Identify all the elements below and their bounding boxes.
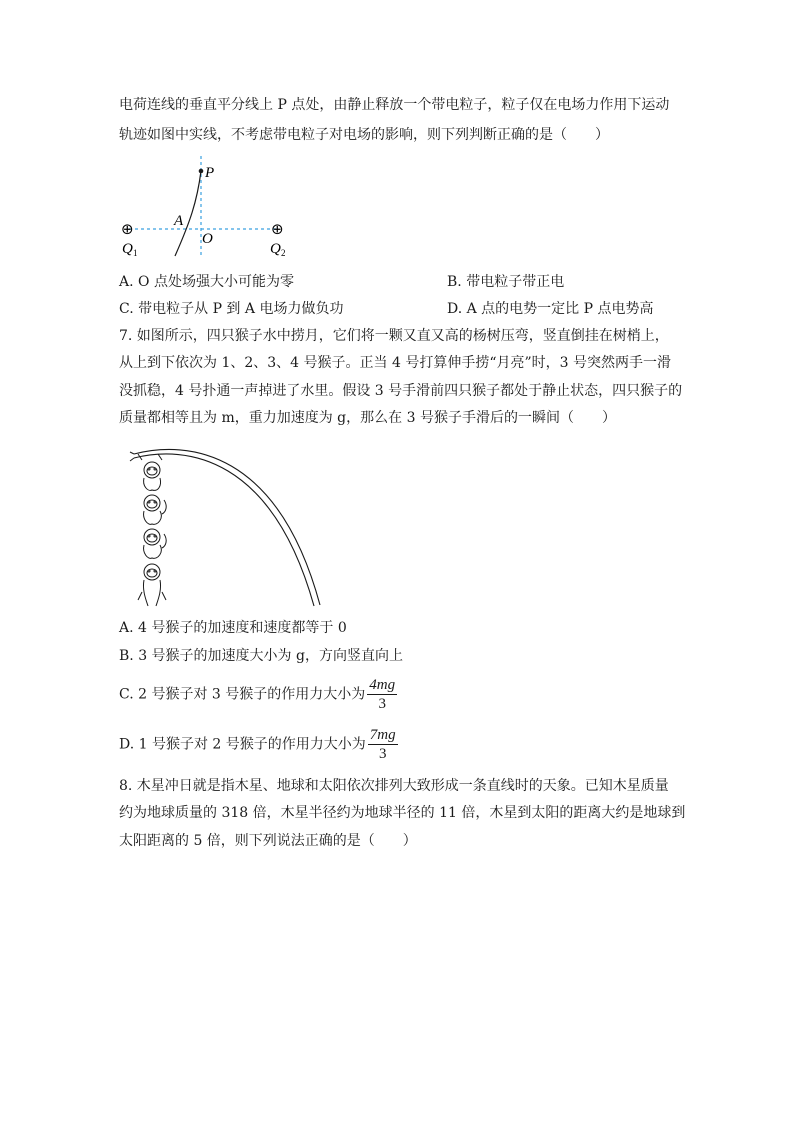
monkeys-tree-illustration [128, 440, 324, 612]
label-q2-subscript: 2 [281, 248, 286, 258]
q7-option-c [119, 676, 397, 713]
tree-branch-tip [130, 452, 134, 461]
tree-trunk-outer [134, 449, 320, 605]
q7-option-a: A. 4 号猴子的加速度和速度都等于 0 [119, 620, 347, 636]
monkey-4 [138, 564, 166, 606]
q6-option-b: B. 带电粒子带正电 [447, 274, 565, 290]
charge-q2-plus-icon: ⊕ [271, 220, 284, 238]
monkey-3 [144, 529, 167, 558]
q6-option-c: C. 带电粒子从 P 到 A 电场力做负功 [119, 301, 344, 317]
q7-option-d [119, 726, 398, 763]
q8-stem-line-2: 约为地球质量的 318 倍，木星半径约为地球半径的 11 倍，木星到太阳的距离大约是地球到 [119, 805, 686, 821]
q7-stem-line-2: 从上到下依次为 1、2、3、4 号猴子。正当 4 号打算伸手捞“月亮”时，3 号突然两手一滑 [119, 355, 672, 371]
tree-trunk-inner [134, 454, 314, 606]
q7-option-c-denominator: 3 [378, 696, 386, 712]
monkey-1 [138, 454, 162, 490]
q7-option-b: B. 3 号猴子的加速度大小为 g，方向竖直向上 [119, 648, 403, 664]
point-p-dot [199, 169, 204, 174]
q7-option-c-text: C. 2 号猴子对 3 号猴子的作用力大小为 [119, 686, 366, 703]
q7-option-d-fraction [368, 726, 398, 763]
label-a: A [174, 213, 184, 229]
label-p: P [205, 165, 215, 181]
charge-q1-plus-icon: ⊕ [121, 220, 134, 238]
q6-option-a: A. O 点处场强大小可能为零 [119, 274, 294, 290]
q7-stem-line-3: 没抓稳，4 号扑通一声掉进了水里。假设 3 号手滑前四只猴子都处于静止状态，四只猴子的 [119, 383, 683, 399]
q7-option-d-denominator: 3 [378, 746, 387, 762]
q6-stem-line-1: 电荷连线的垂直平分线上 P 点处，由静止释放一个带电粒子，粒子仅在电场力作用下运动 [119, 97, 670, 113]
label-q1: Q [122, 241, 133, 257]
q7-option-c-fraction [367, 676, 397, 713]
label-o: O [202, 231, 213, 247]
q7-option-d-text: D. 1 号猴子对 2 号猴子的作用力大小为 [119, 736, 366, 753]
monkey-chain [138, 454, 166, 606]
q7-option-c-numerator: 4mg [369, 677, 396, 693]
electric-field-diagram [112, 152, 302, 264]
monkey-2 [144, 495, 167, 524]
q6-stem-line-2: 轨迹如图中实线，不考虑带电粒子对电场的影响，则下列判断正确的是（ ） [119, 127, 609, 143]
label-q1-subscript: 1 [133, 248, 138, 258]
q8-stem-line-3: 太阳距离的 5 倍，则下列说法正确的是（ ） [119, 833, 417, 849]
q6-option-d: D. A 点的电势一定比 P 点电势高 [447, 301, 654, 317]
q7-stem-line-4: 质量都相等且为 m，重力加速度为 g，那么在 3 号猴子手滑后的一瞬间（ ） [119, 410, 616, 426]
label-q2: Q [270, 241, 281, 257]
q7-stem-line-1: 7. 如图所示，四只猴子水中捞月，它们将一颗又直又高的杨树压弯，竖直倒挂在树梢上， [119, 328, 669, 344]
q7-option-d-numerator: 7mg [369, 727, 396, 743]
q8-stem-line-1: 8. 木星冲日就是指木星、地球和太阳依次排列大致形成一条直线时的天象。已知木星质量 [119, 778, 669, 794]
